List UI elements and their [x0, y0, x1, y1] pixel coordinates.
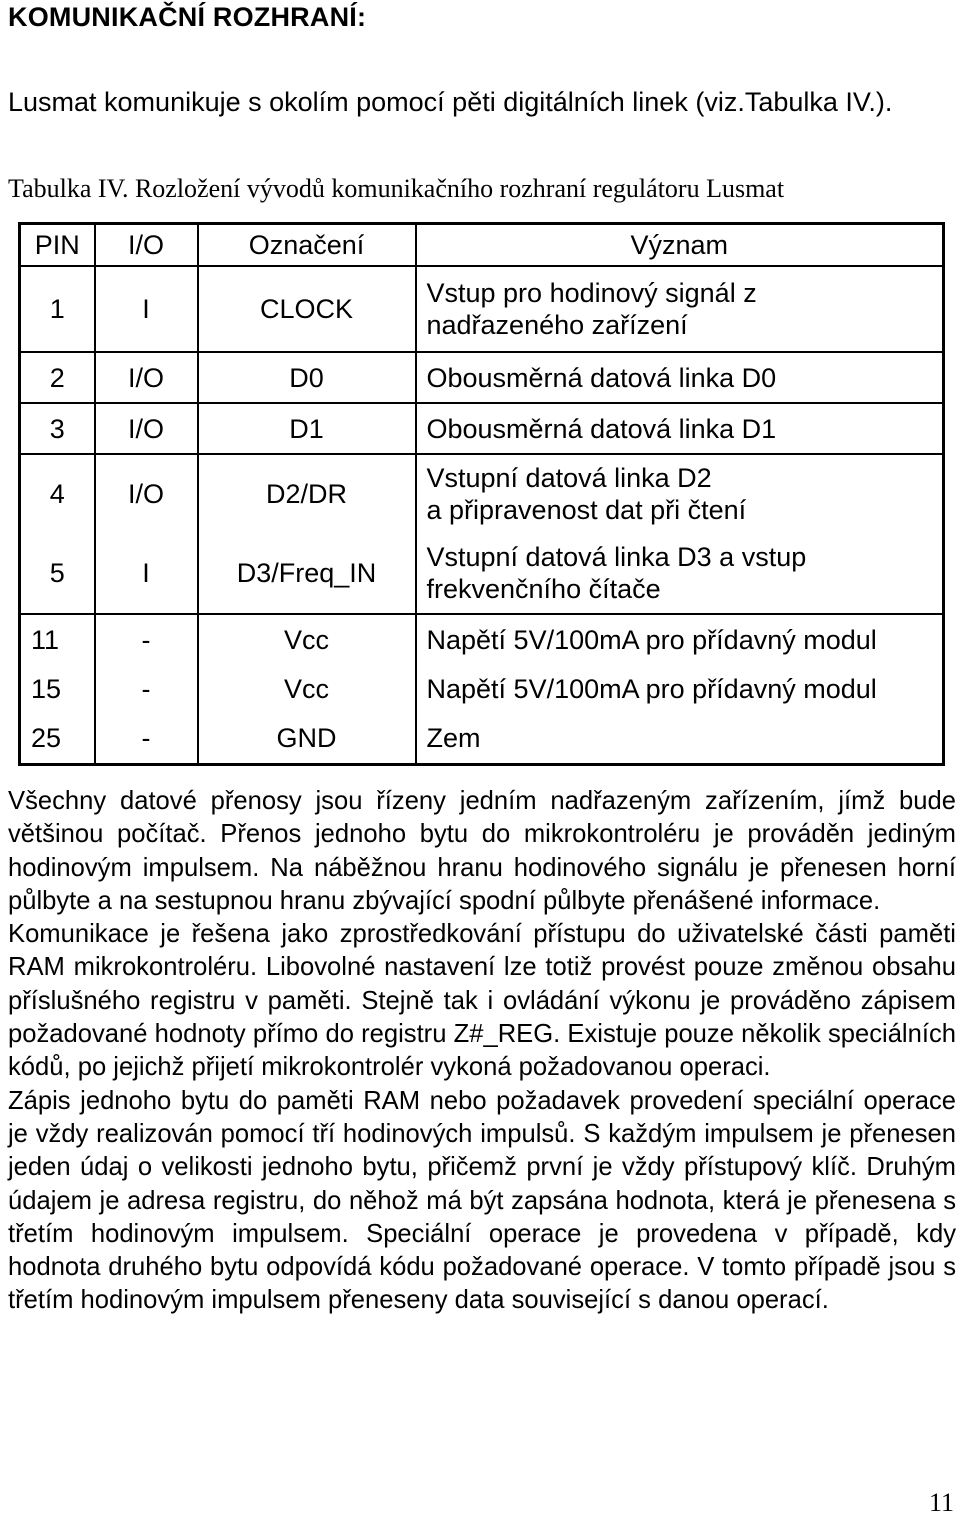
meaning-line: a připravenost dat při čtení	[426, 495, 747, 525]
cell-pin: 15	[20, 664, 95, 713]
cell-name: Vcc	[198, 614, 416, 664]
cell-pin: 2	[20, 352, 95, 403]
cell-name: D0	[198, 352, 416, 403]
cell-meaning	[416, 266, 944, 352]
paragraph: Všechny datové přenosy jsou řízeny jedním nadřazeným zařízením, jímž bude většinou počítač. Přenos jednoho bytu do mikrokontroléru je prováděn jediným hodinovým impulsem. Na náběžnou hranu hodinového signálu je přenesen horní půlbyte a na sestupnou hranu zbývající spodní půlbyte přenášené informace.	[8, 787, 956, 915]
table-row	[20, 266, 944, 352]
cell-io: I	[95, 266, 198, 352]
cell-io: -	[95, 664, 198, 713]
header-meaning: Význam	[416, 224, 944, 267]
section-heading: KOMUNIKAČNÍ ROZHRANÍ:	[8, 2, 367, 32]
table-row	[20, 614, 944, 664]
cell-name: D1	[198, 403, 416, 454]
table-row	[20, 403, 944, 454]
paragraph: Komunikace je řešena jako zprostředkování přístupu do uživatelské části paměti RAM mikrokontroléru. Libovolné nastavení lze totiž provést pouze změnou obsahu příslušného registru v paměti. Stejně tak i ovládání výkonu je prováděno zápisem požadované hodnoty přímo do registru Z#_REG. Existuje pouze několik speciálních kódů, po jejichž přijetí mikrokontrolér vykoná požadovanou operaci.	[8, 920, 956, 1082]
meaning-line: Obousměrná datová linka D1	[426, 413, 777, 444]
cell-meaning	[416, 664, 944, 713]
cell-name: GND	[198, 713, 416, 765]
cell-meaning	[416, 403, 944, 454]
meaning-line: Napětí 5V/100mA pro přídavný modul	[426, 673, 877, 704]
cell-name: Vcc	[198, 664, 416, 713]
cell-meaning	[416, 614, 944, 664]
cell-meaning	[416, 533, 944, 614]
cell-meaning	[416, 454, 944, 533]
meaning-line: Obousměrná datová linka D0	[426, 362, 777, 393]
cell-io: I/O	[95, 454, 198, 533]
cell-name: D2/DR	[198, 454, 416, 533]
meaning-line: Napětí 5V/100mA pro přídavný modul	[426, 624, 877, 655]
header-io: I/O	[95, 224, 198, 267]
body-text	[8, 785, 956, 1318]
header-name: Označení	[198, 224, 416, 267]
table-header-row	[20, 224, 944, 267]
cell-name: CLOCK	[198, 266, 416, 352]
cell-io: I/O	[95, 403, 198, 454]
table-row	[20, 713, 944, 765]
table-row	[20, 664, 944, 713]
cell-name: D3/Freq_IN	[198, 533, 416, 614]
cell-meaning	[416, 352, 944, 403]
cell-pin: 4	[20, 454, 95, 533]
page-number: 11	[928, 1488, 954, 1517]
cell-pin: 1	[20, 266, 95, 352]
cell-pin: 25	[20, 713, 95, 765]
cell-io: -	[95, 713, 198, 765]
meaning-line: Vstupní datová linka D3 a vstup	[426, 542, 807, 572]
cell-pin: 3	[20, 403, 95, 454]
cell-pin: 5	[20, 533, 95, 614]
table-row	[20, 352, 944, 403]
cell-io: I/O	[95, 352, 198, 403]
table-row	[20, 454, 944, 533]
paragraph: Zápis jednoho bytu do paměti RAM nebo požadavek provedení speciální operace je vždy realizován pomocí tří hodinových impulsů. S každým impulsem je přenesen jeden údaj o velikosti jednoho bytu, přičemž první je vždy přístupový klíč. Druhým údajem je adresa registru, do něhož má být zapsána hodnota, která je přenesena s třetím hodinovým impulsem. Speciální operace je provedena v případě, kdy hodnota druhého bytu odpovídá kódu požadované operace. V tomto případě jsou s třetím hodinovým impulsem přeneseny data související s danou operací.	[8, 1086, 956, 1315]
cell-io: I	[95, 533, 198, 614]
table-caption: Tabulka IV. Rozložení vývodů komunikačního rozhraní regulátoru Lusmat	[8, 174, 785, 203]
meaning-line: Zem	[426, 723, 481, 753]
table-row	[20, 533, 944, 614]
cell-pin: 11	[20, 614, 95, 664]
pin-table	[18, 222, 945, 766]
meaning-line: nadřazeného zařízení	[426, 310, 688, 340]
meaning-line: Vstupní datová linka D2	[426, 463, 712, 493]
meaning-line: Vstup pro hodinový signál z	[426, 278, 757, 308]
meaning-line: frekvenčního čítače	[426, 574, 661, 604]
intro-text: Lusmat komunikuje s okolím pomocí pěti digitálních linek (viz.Tabulka IV.).	[8, 87, 893, 117]
header-pin: PIN	[20, 224, 95, 267]
cell-io: -	[95, 614, 198, 664]
cell-meaning	[416, 713, 944, 765]
